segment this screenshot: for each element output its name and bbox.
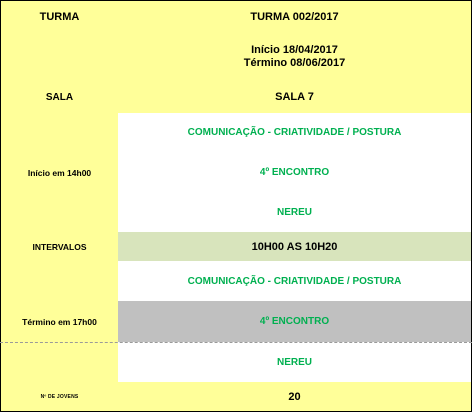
sala-label: SALA	[45, 91, 74, 103]
page-break-line	[0, 342, 472, 343]
dates-label-cell[interactable]	[0, 33, 119, 82]
start-facilitator-cell[interactable]	[118, 193, 472, 233]
sala-value: SALA 7	[275, 91, 314, 103]
start-time-label-cell[interactable]	[0, 113, 119, 233]
start-facilitator: NEREU	[276, 207, 312, 218]
end-meeting: 4º ENCONTRO	[259, 316, 330, 327]
youth-count-label-cell[interactable]	[0, 382, 119, 412]
dates-value-cell[interactable]	[118, 33, 472, 82]
interval-value: 10H00 AS 10H20	[251, 240, 338, 253]
start-date: Início 18/04/2017	[251, 44, 338, 56]
end-time-label-cell[interactable]	[0, 261, 119, 383]
youth-count-label: Nº DE JOVENS	[40, 393, 79, 400]
turma-value-cell[interactable]	[118, 0, 472, 34]
end-date: Término 08/06/2017	[243, 57, 346, 69]
interval-label: INTERVALOS	[32, 241, 87, 252]
turma-value: TURMA 002/2017	[250, 11, 339, 23]
end-facilitator-cell[interactable]	[118, 342, 472, 383]
sala-value-cell[interactable]	[118, 81, 472, 114]
start-time-label: Início em 14h00	[27, 167, 92, 178]
end-time-label: Término em 17h00	[22, 316, 97, 327]
interval-label-cell[interactable]	[0, 232, 119, 262]
turma-label-cell[interactable]	[0, 0, 119, 34]
end-topic: COMUNICAÇÃO - CRIATIVIDADE / POSTURA	[187, 275, 402, 287]
end-topic-cell[interactable]	[118, 261, 472, 301]
start-meeting: 4º ENCONTRO	[259, 166, 330, 178]
start-topic-cell[interactable]	[118, 113, 472, 151]
end-facilitator: NEREU	[276, 356, 312, 368]
end-meeting-cell[interactable]	[118, 301, 472, 342]
interval-value-cell[interactable]	[118, 232, 472, 262]
youth-count-value: 20	[288, 390, 301, 403]
sala-label-cell[interactable]	[0, 81, 119, 114]
turma-label: TURMA	[39, 11, 80, 23]
youth-count-value-cell[interactable]	[118, 382, 472, 412]
start-meeting-cell[interactable]	[118, 151, 472, 193]
start-topic: COMUNICAÇÃO - CRIATIVIDADE / POSTURA	[187, 126, 402, 138]
